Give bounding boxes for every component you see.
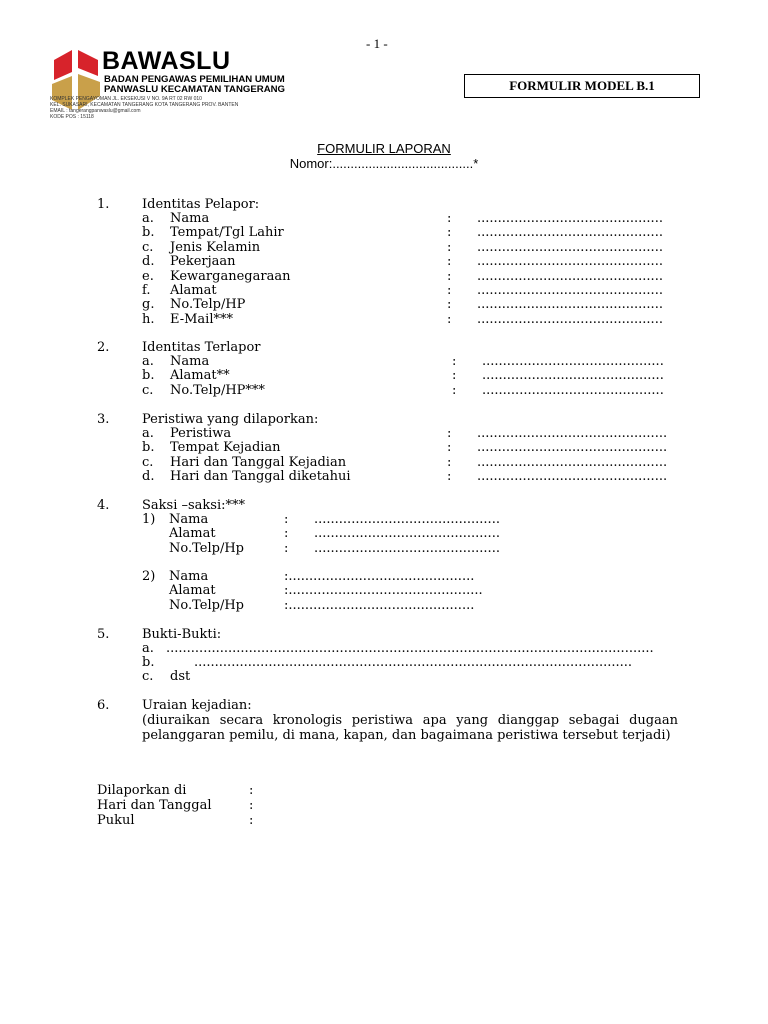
s3-item-colon: :	[447, 440, 452, 456]
brand-line2: PANWASLU KECAMATAN TANGERANG	[104, 84, 286, 95]
section-6-description: (diuraikan secara kronologis peristiwa apa yang dianggap sebagai dugaan pelanggaran pemilu, di mana, kapan, dan bagaimana peristiwa tersebut terjadi)	[142, 713, 678, 743]
witness-1-field[interactable]: .............................................	[314, 526, 500, 542]
s2-item-field[interactable]: ............................................	[482, 354, 664, 369]
s1-item-letter: d.	[142, 254, 155, 270]
witness-2-field[interactable]: :...............................................	[284, 583, 483, 599]
s1-item-label: Jenis Kelamin	[170, 239, 261, 255]
witness-2-label: Nama	[169, 569, 209, 584]
s1-item-label: Pekerjaan	[170, 254, 236, 270]
section-6-heading: Uraian kejadian:	[142, 698, 252, 713]
witness-2-field[interactable]: :.............................................	[284, 597, 475, 613]
s1-item-field[interactable]: .............................................	[477, 254, 663, 270]
s2-item-field[interactable]: ............................................	[482, 368, 664, 384]
brand-line1: BADAN PENGAWAS PEMILIHAN UMUM	[104, 74, 285, 85]
witness-1-colon: :	[284, 512, 289, 527]
s3-item-field[interactable]: ..............................................	[477, 426, 668, 441]
s1-item-letter: b.	[142, 225, 155, 241]
s1-item-colon: :	[447, 311, 452, 327]
s1-item-field[interactable]: .............................................	[477, 268, 663, 284]
s1-item-field[interactable]: .............................................	[477, 239, 663, 255]
s1-item-label: Tempat/Tgl Lahir	[170, 225, 284, 241]
evidence-a-letter: a.	[142, 641, 154, 656]
footer-label: Dilaporkan di	[97, 783, 187, 798]
section-5-heading: Bukti-Bukti:	[142, 627, 222, 642]
witness-1-label: Nama	[169, 512, 209, 527]
s2-item-label: Alamat**	[170, 368, 230, 384]
s1-item-colon: :	[447, 239, 452, 255]
section-3-number: 3.	[97, 412, 110, 427]
s1-item-label: Alamat	[170, 283, 217, 298]
witness-2-field[interactable]: :.............................................	[284, 569, 475, 584]
s1-item-colon: :	[447, 268, 452, 284]
address-line2: KEL. SUKASARI, KECAMATAN TANGERANG KOTA TANGERANG PROV. BANTEN	[50, 102, 239, 108]
s1-item-label: No.Telp/HP	[170, 297, 246, 313]
footer-colon: :	[249, 798, 254, 813]
section-3-heading: Peristiwa yang dilaporkan:	[142, 412, 319, 427]
s1-item-field[interactable]: .............................................	[477, 283, 663, 298]
section-5-number: 5.	[97, 627, 110, 642]
s1-item-colon: :	[447, 225, 452, 241]
address-line1: KOMPLEK PENGAYOMAN JL. EKSEKUSI V NO. 9A RT 02 RW 010	[50, 96, 202, 102]
s1-item-field[interactable]: .............................................	[477, 225, 663, 241]
email-line: EMAIL : tangerangpanwaslu@gmail.com	[50, 108, 141, 114]
s1-item-colon: :	[447, 283, 452, 298]
s1-item-letter: a.	[142, 211, 154, 226]
witness-1-field[interactable]: .............................................	[314, 540, 500, 556]
witness-1-colon: :	[284, 540, 289, 556]
s2-item-letter: c.	[142, 382, 154, 398]
evidence-c-letter: c.	[142, 669, 154, 684]
footer-label: Pukul	[97, 813, 135, 828]
s1-item-letter: f.	[142, 283, 151, 298]
s3-item-colon: :	[447, 454, 452, 470]
section-4-heading: Saksi –saksi:***	[142, 498, 246, 513]
brand-name: BAWASLU	[102, 47, 231, 75]
s1-item-colon: :	[447, 254, 452, 270]
s2-item-label: No.Telp/HP***	[170, 382, 265, 398]
witness-1-colon: :	[284, 526, 289, 542]
s3-item-field[interactable]: ..............................................	[477, 440, 668, 456]
footer-label: Hari dan Tanggal	[97, 798, 212, 813]
s3-item-label: Hari dan Tanggal diketahui	[170, 469, 351, 485]
s2-item-letter: b.	[142, 368, 155, 384]
s1-item-label: Nama	[170, 211, 210, 226]
footer-colon: :	[249, 783, 254, 798]
s3-item-letter: b.	[142, 440, 155, 456]
s1-item-colon: :	[447, 211, 452, 226]
s3-item-label: Peristiwa	[170, 426, 232, 441]
s1-item-colon: :	[447, 297, 452, 313]
s2-item-field[interactable]: ............................................	[482, 382, 664, 398]
section-2-heading: Identitas Terlapor	[142, 340, 261, 355]
s3-item-field[interactable]: ..............................................	[477, 454, 668, 470]
s1-item-letter: c.	[142, 239, 154, 255]
footer-colon: :	[249, 813, 254, 828]
s1-item-field[interactable]: .............................................	[477, 311, 663, 327]
s2-item-letter: a.	[142, 354, 154, 369]
page-number: - 1 -	[366, 36, 388, 51]
s1-item-label: Kewarganegaraan	[170, 268, 291, 284]
s1-item-field[interactable]: .............................................	[477, 297, 663, 313]
section-1-number: 1.	[97, 197, 110, 212]
witness-1-label: Alamat	[169, 526, 216, 542]
witness-2-label: No.Telp/Hp	[169, 597, 244, 613]
s2-item-label: Nama	[170, 354, 210, 369]
s2-item-colon: :	[452, 354, 457, 369]
s1-item-letter: h.	[142, 311, 155, 327]
s3-item-letter: d.	[142, 469, 155, 485]
evidence-b-letter: b.	[142, 655, 155, 670]
section-2-number: 2.	[97, 340, 110, 355]
s1-item-field[interactable]: .............................................	[477, 211, 663, 226]
s3-item-colon: :	[447, 426, 452, 441]
witness-1-number: 1)	[142, 512, 156, 527]
postal-code-line: KODE POS : 15118	[50, 114, 94, 120]
form-title: FORMULIR LAPORAN	[317, 141, 451, 156]
section-1-heading: Identitas Pelapor:	[142, 197, 260, 212]
witness-1-field[interactable]: .............................................	[314, 512, 500, 527]
witness-2-label: Alamat	[169, 583, 216, 599]
s3-item-field[interactable]: ..............................................	[477, 469, 668, 485]
s1-item-letter: g.	[142, 297, 155, 313]
s2-item-colon: :	[452, 368, 457, 384]
s3-item-letter: c.	[142, 454, 154, 470]
evidence-c-text: dst	[170, 669, 191, 684]
s2-item-colon: :	[452, 382, 457, 398]
evidence-a-field[interactable]: ......................................................................................................................	[166, 641, 654, 656]
s3-item-label: Hari dan Tanggal Kejadian	[170, 454, 347, 470]
nomor-field[interactable]: Nomor:.......................................*	[289, 156, 479, 171]
s3-item-colon: :	[447, 469, 452, 485]
section-4-number: 4.	[97, 498, 110, 513]
witness-1-label: No.Telp/Hp	[169, 540, 244, 556]
form-model-box: FORMULIR MODEL B.1	[464, 74, 700, 98]
evidence-b-field[interactable]: ..........................................................................................................	[194, 655, 633, 670]
s1-item-letter: e.	[142, 268, 154, 284]
s3-item-letter: a.	[142, 426, 154, 441]
witness-2-number: 2)	[142, 569, 156, 584]
s3-item-label: Tempat Kejadian	[170, 440, 281, 456]
section-6-number: 6.	[97, 698, 110, 713]
s1-item-label: E-Mail***	[170, 311, 234, 327]
